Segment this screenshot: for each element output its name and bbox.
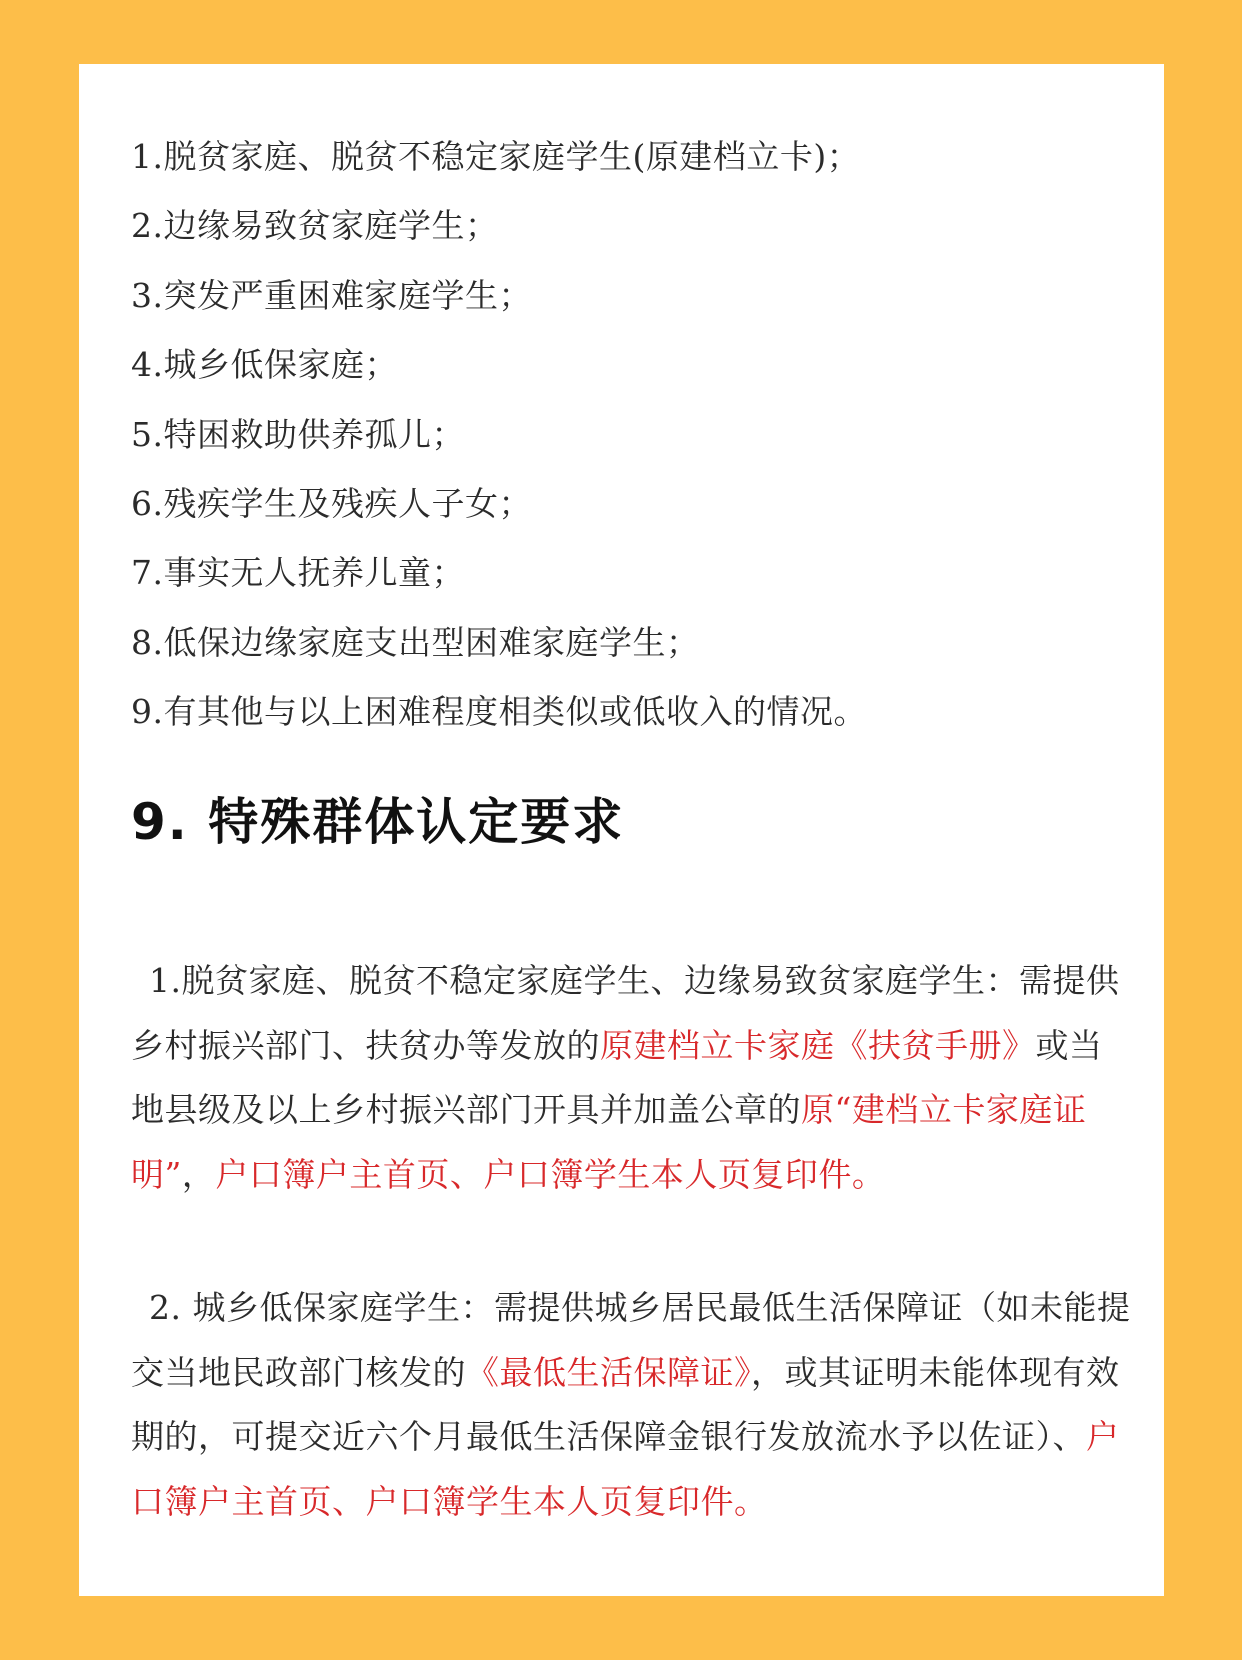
list-item: 7.事实无人抚养儿童； <box>131 553 465 593</box>
paragraph-text: 需提供乡村振兴部门、扶贫办等发放的 <box>131 961 1120 1065</box>
list-item: 8.低保边缘家庭支出型困难家庭学生； <box>131 622 700 662</box>
paragraph-lead: 1.脱贫家庭、脱贫不稳定家庭学生、边缘易致贫家庭学生： <box>149 961 1019 1000</box>
highlight-text: 原建档立卡家庭《扶贫手册》 <box>600 1025 1036 1065</box>
list-item: 5.特困救助供养孤儿； <box>131 414 465 454</box>
eligibility-list <box>131 122 1131 747</box>
requirement-paragraph-2 <box>131 1276 1131 1534</box>
list-item: 1.脱贫家庭、脱贫不稳定家庭学生(原建档立卡)； <box>131 137 861 176</box>
list-item: 9.有其他与以上困难程度相类似或低收入的情况。 <box>131 692 867 732</box>
highlight-text: 户口簿户主首页、户口簿学生本人页复印件。 <box>215 1154 886 1194</box>
list-item: 4.城乡低保家庭； <box>131 345 398 385</box>
content-card <box>79 64 1164 1596</box>
highlight-text: 户口簿户主首页、户口簿学生本人页复印件。 <box>131 1417 1120 1521</box>
paragraph-text: ， <box>181 1154 216 1194</box>
list-item: 3.突发严重困难家庭学生； <box>131 275 532 315</box>
list-item: 2.边缘易致贫家庭学生； <box>131 206 499 246</box>
highlight-text: 原“建档立卡家庭证明” <box>131 1090 1087 1194</box>
paragraph-text: ，或其证明未能体现有效期的，可提交近六个月最低生活保障金银行发放流水予以佐证）、 <box>131 1352 1120 1456</box>
list-item: 6.残疾学生及残疾人子女； <box>131 483 532 523</box>
paragraph-lead: 2. 城乡低保家庭学生： <box>149 1288 494 1327</box>
paragraph-text: 需提供城乡居民最低生活保障证（如未能提交当地民政部门核发的 <box>131 1288 1131 1392</box>
requirement-paragraph-1 <box>131 949 1131 1207</box>
highlight-text: 《最低生活保障证》 <box>466 1352 751 1392</box>
section-heading: 9. 特殊群体认定要求 <box>131 793 625 851</box>
paragraph-text: 或当地县级及以上乡村振兴部门开具并加盖公章的 <box>131 1025 1103 1129</box>
